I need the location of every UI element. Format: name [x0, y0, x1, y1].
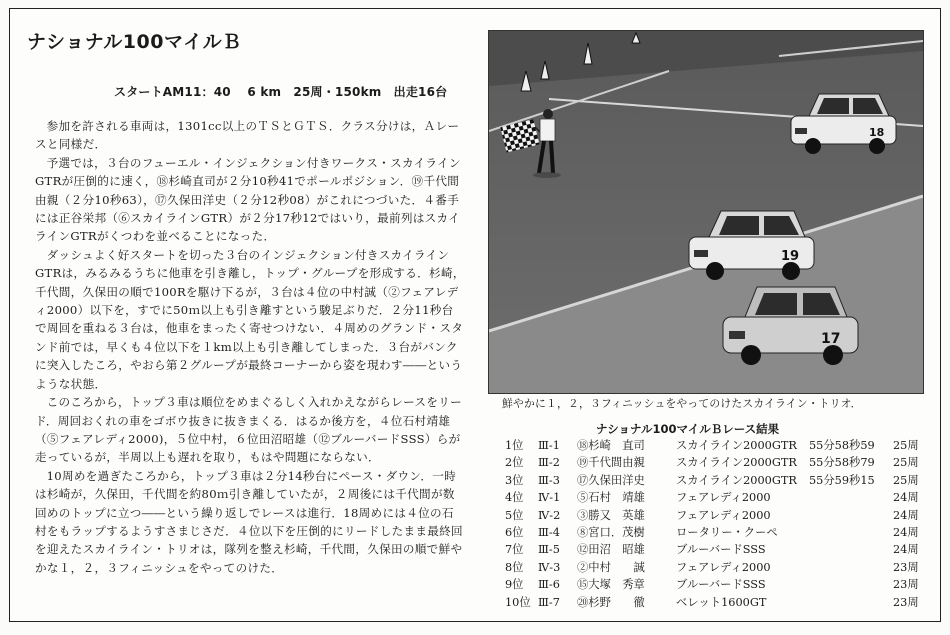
car: フェアレディ2000: [676, 508, 771, 522]
result-row: [505, 507, 920, 524]
class: Ⅲ-4: [538, 525, 560, 539]
car: フェアレディ2000: [676, 560, 771, 574]
time: 55分59秒15: [809, 473, 875, 487]
result-row: [505, 472, 920, 489]
position: 4位: [505, 491, 524, 505]
class: Ⅳ-2: [538, 508, 561, 522]
result-row: [505, 576, 920, 593]
car: スカイライン2000GTR: [676, 473, 797, 487]
position: 2位: [505, 456, 524, 470]
laps: 24周: [893, 508, 919, 522]
class: Ⅲ-6: [538, 578, 560, 592]
laps: 25周: [893, 439, 919, 452]
position: 1位: [505, 439, 524, 452]
car: スカイライン2000GTR: [676, 439, 797, 452]
position: 7位: [505, 543, 524, 557]
result-row: [505, 489, 920, 506]
article-body: [35, 117, 465, 577]
position: 5位: [505, 508, 524, 522]
paragraph: 10周めを過ぎたころから，トップ３車は２分14秒台にペース・ダウン．一時は杉崎が，久保田，千代間を約80ｍ引き離していたが，２周後には千代間が数回めのトップに立つ――という繰り返しでレースは進行．18周めには４位の石村をもラップするようすさまじさだ．４位以下を圧倒的にリードしたまま最終回を迎えたスカイライン・トリオは，隊列を整え杉崎，千代間，久保田の順で鮮やかな１，２，３フィニッシュをやってのけた．: [35, 468, 463, 575]
car: ブルーバードSSS: [676, 543, 766, 557]
car: ブルーバードSSS: [676, 578, 766, 592]
driver: ⑫田沼 昭雄: [577, 543, 645, 557]
driver: ⑮大塚 秀章: [577, 578, 645, 592]
car: ロータリー・クーペ: [676, 525, 778, 539]
paragraph: ダッシュよく好スタートを切った３台のインジェクション付きスカイラインGTRは，みるみるうちに他車を引き離し，トップ・グループを形成する．杉崎，千代間，久保田の順で100Rを駆け下るが，３台は４位の中村誠（②フェアレディ2000）以下を，すでに50ｍ以上も引き離すという駿足ぶりだ．２分11秒台で周回を重ねる３台は，他車をまったく寄せつけない．４周めのグランド・スタンド前では，早くも４位以下を１km以上も引き離してしまった．３台がバンクに突入したころ，やおら第２グループが最終コーナーから姿を現わす――というような状態．: [35, 247, 465, 391]
article-title: ナショナル100マイルＢ: [27, 31, 242, 53]
laps: 23周: [893, 578, 919, 592]
results-title: ナショナル100マイルＢレース結果: [596, 422, 780, 436]
result-row: [505, 524, 920, 541]
time: 55分58秒59: [809, 439, 875, 452]
time: 55分58秒79: [809, 456, 875, 470]
photo-caption: 鮮やかに１，２，３フィニッシュをやってのけたスカイライン・トリオ．: [502, 397, 862, 410]
race-info-line: スタートAM11：40 6 km 25周・150km 出走16台: [114, 85, 448, 99]
car-number: 17: [821, 331, 841, 347]
laps: 24周: [893, 543, 919, 557]
class: Ⅲ-5: [538, 543, 560, 557]
car: スカイライン2000GTR: [676, 456, 797, 470]
class: Ⅳ-1: [538, 491, 561, 505]
laps: 25周: [893, 456, 919, 470]
driver: ②中村 誠: [577, 560, 645, 574]
driver: ⑱杉崎 直司: [577, 439, 645, 452]
laps: 24周: [893, 491, 919, 505]
position: 3位: [505, 473, 524, 487]
result-row: [505, 437, 920, 454]
paragraph: 参加を許される車両は，1301cc以上のＴＳとＧＴＳ．クラス分けは，Ａレースと同様だ．: [35, 119, 460, 152]
driver: ③勝又 英雄: [577, 508, 645, 522]
class: Ⅲ-1: [538, 439, 560, 452]
car-number: 18: [869, 126, 885, 139]
position: 6位: [505, 525, 524, 539]
laps: 24周: [893, 525, 919, 539]
class: Ⅲ-3: [538, 473, 560, 487]
class: Ⅳ-3: [538, 560, 561, 574]
result-row: [505, 541, 920, 558]
driver: ⑲千代間由親: [577, 456, 645, 470]
driver: ⑳杉野 徹: [577, 595, 645, 609]
laps: 25周: [893, 473, 919, 487]
position: 9位: [505, 578, 524, 592]
result-row: [505, 594, 920, 611]
paragraph: このころから，トップ３車は順位をめまぐるしく入れかえながらレースをリード．周回おくれの車をゴボウ抜きに抜きまくる．はるか後方を，４位石村靖雄（⑤フェアレディ2000)，５位中村，６位田沼昭雄（⑫ブルーバードSSS）らが走っているが，半周以上も遅れを取り，もはや問題にならない．: [35, 395, 462, 465]
result-row: [505, 559, 920, 576]
race-photo: [488, 30, 924, 394]
laps: 23周: [893, 560, 919, 574]
driver: ⑤石村 靖雄: [577, 491, 645, 505]
car: ベレット1600GT: [676, 595, 767, 609]
position: 10位: [505, 595, 531, 609]
car-number: 19: [781, 249, 800, 264]
results-table: [505, 437, 920, 611]
car: フェアレディ2000: [676, 491, 771, 505]
position: 8位: [505, 560, 524, 574]
driver: ⑰久保田洋史: [577, 473, 645, 487]
class: Ⅲ-2: [538, 456, 560, 470]
result-row: [505, 454, 920, 471]
paragraph: 予選では，３台のフューエル・インジェクション付きワークス・スカイラインGTRが圧倒的に速く，⑱杉崎直司が２分10秒41でポールポジション．⑲千代間由親（２分10秒63），⑰久保田洋史（２分12秒08）がこれにつづいた．４番手には正谷栄邦（⑥スカイラインGTR）が２分17秒12ではいり，最前列はスカイラインGTRがくつわを並べることになった．: [35, 155, 461, 244]
class: Ⅲ-7: [538, 595, 560, 609]
laps: 23周: [893, 595, 919, 609]
driver: ⑧宮口．茂樹: [577, 525, 645, 539]
